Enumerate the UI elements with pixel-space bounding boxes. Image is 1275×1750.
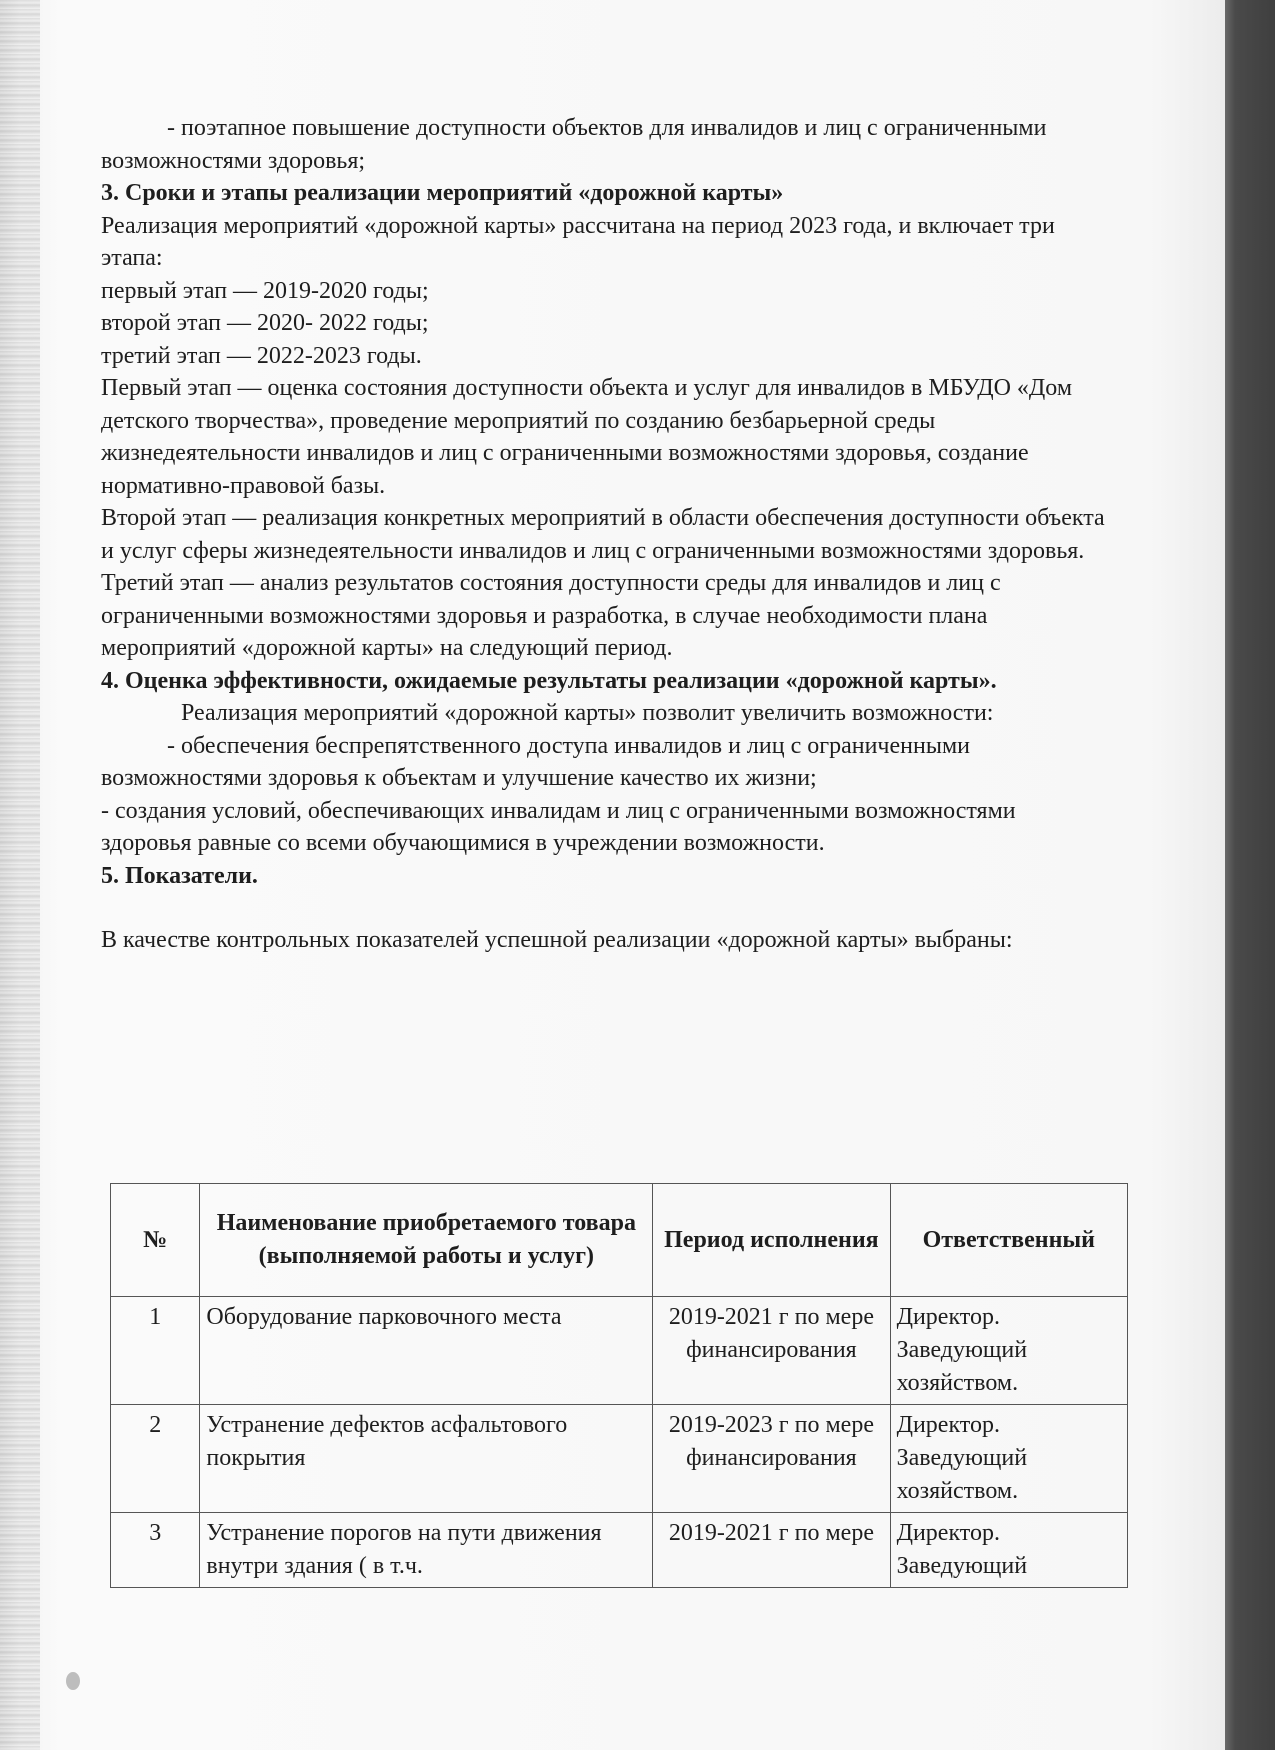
table-row	[111, 1405, 1128, 1513]
header-responsible: Ответственный	[890, 1184, 1127, 1297]
paragraph: Реализация мероприятий «дорожной карты» рассчитана на период 2023 года, и включает три этапа:	[101, 212, 1055, 271]
indicators-table	[110, 1183, 1128, 1588]
header-number: №	[111, 1184, 200, 1297]
paragraph: - поэтапное повышение доступности объектов для инвалидов и лиц с ограниченными возможностями здоровья;	[101, 115, 1047, 174]
table-header-row	[111, 1184, 1128, 1297]
header-period: Период исполнения	[653, 1184, 890, 1297]
header-name: Наименование приобретаемого товара (выполняемой работы и услуг)	[200, 1184, 653, 1297]
paragraph: Первый этап — оценка состояния доступности объекта и услуг для инвалидов в МБУДО «Дом детского творчества», проведение мероприятий по созданию безбарьерной среды жизнедеятельности инвалидов и лиц с ограниченными возможностями здоровья, создание нормативно-правовой базы.	[101, 375, 1073, 499]
paragraph: Третий этап — анализ результатов состояния доступности среды для инвалидов и лиц с ограниченными возможностями здоровья и разработка, в случае необходимости плана мероприятий «дорожной карты» на следующий период.	[101, 570, 1001, 661]
section-heading: 5. Показатели.	[101, 862, 258, 889]
scan-artifact-left	[0, 0, 40, 1750]
paragraph: В качестве контрольных показателей успешной реализации «дорожной карты» выбраны:	[101, 927, 1013, 953]
table-row	[111, 1513, 1128, 1588]
section-heading: 3. Сроки и этапы реализации мероприятий «дорожной карты»	[101, 180, 784, 206]
paragraph: - создания условий, обеспечивающих инвалидам и лиц с ограниченными возможностями здоровья равные со всеми обучающимися в учреждении возможности.	[101, 797, 1016, 856]
row-name: Устранение порогов на пути движения внутри здания ( в т.ч.	[200, 1513, 653, 1588]
row-period: 2019-2023 г по мере финансирования	[653, 1405, 890, 1513]
row-responsible: Директор. Заведующий хозяйством.	[890, 1405, 1127, 1513]
row-period: 2019-2021 г по мере финансирования	[653, 1297, 890, 1405]
row-name: Оборудование парковочного места	[200, 1297, 653, 1405]
stage-line: второй этап — 2020- 2022 годы;	[101, 310, 429, 336]
scan-smudge	[66, 1672, 80, 1690]
stage-line: первый этап — 2019-2020 годы;	[101, 277, 429, 304]
row-number: 1	[111, 1297, 200, 1405]
row-responsible: Директор. Заведующий хозяйством.	[890, 1297, 1127, 1405]
paragraph: - обеспечения беспрепятственного доступа инвалидов и лиц с ограниченными возможностями здоровья к объектам и улучшение качество их жизни;	[101, 732, 970, 791]
row-number: 3	[111, 1513, 200, 1588]
row-number: 2	[111, 1405, 200, 1513]
scanner-edge	[1225, 0, 1275, 1750]
row-period: 2019-2021 г по мере	[653, 1513, 890, 1588]
paragraph: Реализация мероприятий «дорожной карты» позволит увеличить возможности:	[181, 700, 994, 726]
row-name: Устранение дефектов асфальтового покрытия	[200, 1405, 653, 1513]
table-row	[111, 1297, 1128, 1405]
stage-line: третий этап — 2022-2023 годы.	[101, 342, 422, 369]
row-responsible: Директор. Заведующий	[890, 1513, 1127, 1588]
section-heading: 4. Оценка эффективности, ожидаемые результаты реализации «дорожной карты».	[101, 667, 997, 694]
document-body	[101, 112, 1111, 957]
paragraph: Второй этап — реализация конкретных мероприятий в области обеспечения доступности объекта и услуг сферы жизнедеятельности инвалидов и лиц с ограниченными возможностями здоровья.	[101, 505, 1105, 564]
